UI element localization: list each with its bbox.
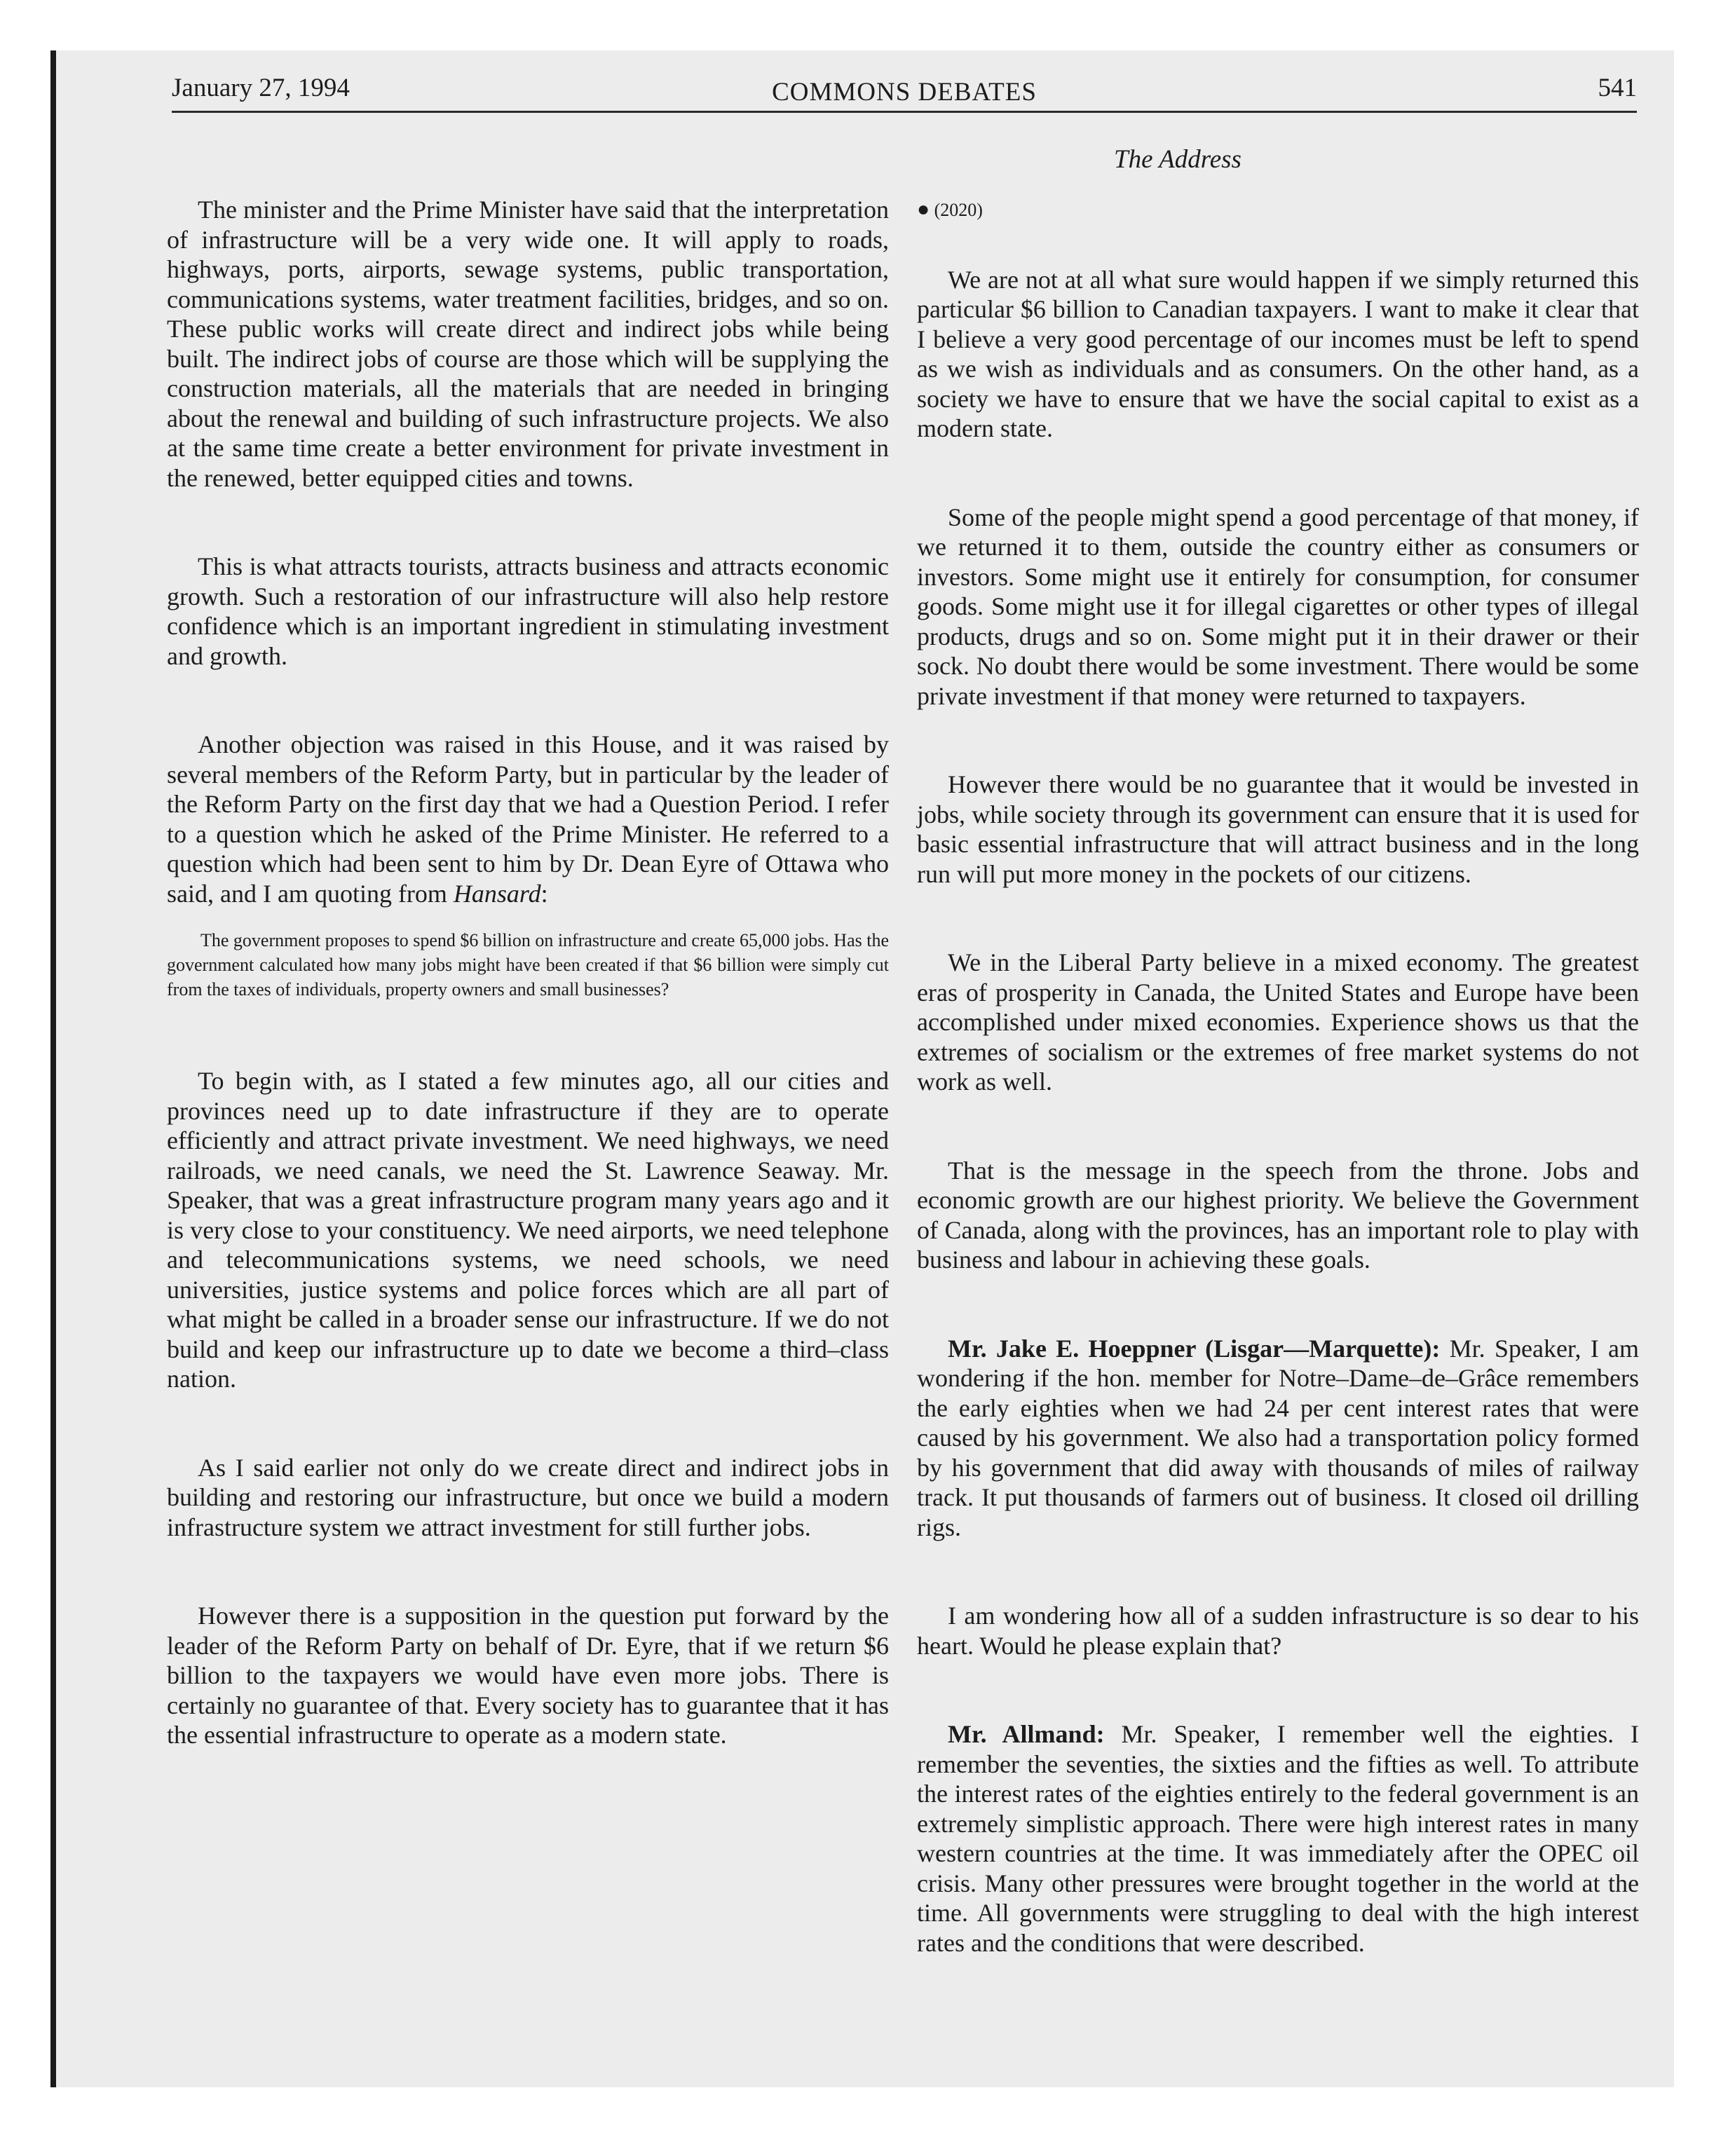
- paragraph: This is what attracts tourists, attracts business and attracts economic growth. Such a restoration of our infrastructure will also help restore confidence which is an important ingredient in stimulating investment and growth.: [167, 552, 889, 670]
- paragraph: Some of the people might spend a good percentage of that money, if we returned it to them, outside the country either as consumers or investors. Some might use it entirely for consumption, for consumer goods. Some might use it for illegal cigarettes or other types of illegal products, drugs and so on. Some might put it in their drawer or their sock. No doubt there would be some investment. There would be some private investment if that money were returned to taxpayers.: [917, 503, 1639, 710]
- speaker-name: Mr. Jake E. Hoeppner (Lisgar—Marquette):: [948, 1334, 1441, 1363]
- bullet-icon: ●: [917, 198, 930, 221]
- paragraph: That is the message in the speech from the throne. Jobs and economic growth are our highest priority. We believe the Government of Canada, along with the provinces, has an important role to play with business and labour in achieving these goals.: [917, 1156, 1639, 1274]
- page-header: [172, 70, 1637, 113]
- section-tag: The Address: [1114, 145, 1241, 174]
- right-column: [917, 195, 1639, 1958]
- paragraph: As I said earlier not only do we create direct and indirect jobs in building and restoring our infrastructure, but once we build a modern infrastructure system we attract investment for still further jobs.: [167, 1453, 889, 1541]
- paragraph: To begin with, as I stated a few minutes ago, all our cities and provinces need up to date infrastructure if they are to operate efficiently and attract private investment. We need highways, we need railroads, we need canals, we need the St. Lawrence Seaway. Mr. Speaker, that was a great infrastructure program many years ago and it is very close to your constituency. We need airports, we need telephone and telecommunications systems, we need schools, we need universities, justice systems and police forces which are all part of what might be called in a broader sense our infrastructure. If we do not build and keep our infrastructure up to date we become a third–class nation.: [167, 1067, 889, 1393]
- paragraph-text: Mr. Speaker, I am wondering if the hon. member for Notre–Dame–de–Grâce remembers the early eighties when we had 24 per cent interest rates that were caused by his government. We also had a transportation policy formed by his government that did away with thousands of miles of railway track. It put thousands of farmers out of business. It closed oil drilling rigs.: [917, 1334, 1639, 1541]
- paragraph: [917, 1334, 1639, 1543]
- paragraph-text: Another objection was raised in this House, and it was raised by several members of the Reform Party, but in particular by the leader of the Reform Party on the first day that we had a Question Period. I refer to a question which he asked of the Prime Minister. He referred to a question which had been sent to him by Dr. Dean Eyre of Ottawa who said, and I am quoting from: [167, 730, 889, 908]
- source-name: Hansard: [453, 879, 541, 908]
- paragraph: We are not at all what sure would happen if we simply returned this particular $6 billion to Canadian taxpayers. I want to make it clear that I believe a very good percentage of our incomes must be left to spend as we wish as individuals and as consumers. On the other hand, as a society we have to ensure that we have the social capital to exist as a modern state.: [917, 265, 1639, 442]
- paragraph: However there would be no guarantee that it would be invested in jobs, while society through its government can ensure that it is used for basic essential infrastructure that will attract business and in the long run will put more money in the pockets of our citizens.: [917, 770, 1639, 888]
- speaker-name: Mr. Allmand:: [948, 1720, 1105, 1748]
- paragraph: However there is a supposition in the question put forward by the leader of the Reform Party on behalf of Dr. Eyre, that if we return $6 billion to the taxpayers we would have even more jobs. There is certainly no guarantee of that. Every society has to guarantee that it has the essential infrastructure to operate as a modern state.: [167, 1602, 889, 1749]
- paragraph-text: Mr. Speaker, I remember well the eighties. I remember the seventies, the sixties and the fifties as well. To attribute the interest rates of the eighties entirely to the federal government is an extremely simplistic approach. There were high interest rates in many western countries at the time. It was immediately after the OPEC oil crisis. Many other pressures were brought together in the world at the time. All governments were struggling to deal with the high interest rates and the conditions that were described.: [917, 1720, 1640, 1957]
- paragraph: [917, 1719, 1639, 1958]
- paragraph: I am wondering how all of a sudden infrastructure is so dear to his heart. Would he please explain that?: [917, 1602, 1639, 1660]
- paragraph: [167, 730, 889, 908]
- header-page-number: 541: [1598, 74, 1637, 102]
- paragraph: The minister and the Prime Minister have said that the interpretation of infrastructure will be a very wide one. It will apply to roads, highways, ports, airports, sewage systems, public transportation, communications systems, water treatment facilities, bridges, and so on. These public works will create direct and indirect jobs while being built. The indirect jobs of course are those which will be supplying the construction materials, all the materials that are needed in bringing about the renewal and building of such infrastructure projects. We also at the same time create a better environment for private investment in the renewed, better equipped cities and towns.: [167, 196, 889, 492]
- block-quote: The government proposes to spend $6 billion on infrastructure and create 65,000 jobs. Has the government calculated how many jobs might have been created if that $6 billion were simply cut from the taxes of individuals, property owners and small businesses?: [167, 930, 889, 999]
- header-date: January 27, 1994: [172, 74, 350, 102]
- time-marker-text: (2020): [934, 200, 983, 220]
- paragraph: We in the Liberal Party believe in a mixed economy. The greatest eras of prosperity in Canada, the United States and Europe have been accomplished under mixed economies. Experience shows us that the extremes of socialism or the extremes of free market systems do not work as well.: [917, 948, 1639, 1096]
- colon: :: [540, 879, 548, 908]
- time-marker: [917, 195, 1639, 226]
- left-column: [167, 195, 889, 1750]
- header-title: COMMONS DEBATES: [772, 78, 1037, 107]
